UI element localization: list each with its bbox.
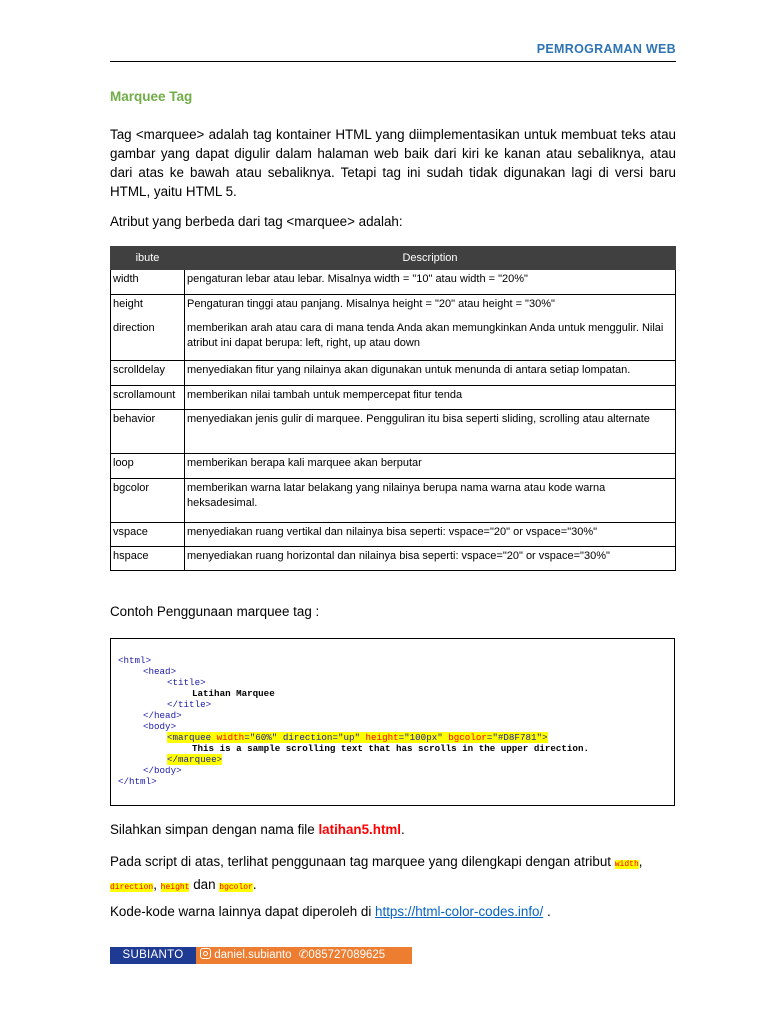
- code-html-open: <html>: [118, 655, 152, 666]
- color-codes-link[interactable]: https://html-color-codes.info/: [375, 904, 544, 919]
- table-row: [111, 270, 676, 295]
- code-head-open: <head>: [143, 666, 177, 677]
- kode-prefix: Kode-kode warna lainnya dapat diperoleh di: [110, 904, 376, 919]
- code-line: [167, 699, 211, 710]
- highlight-bgcolor: bgcolor: [219, 883, 253, 892]
- section-title: Marquee Tag: [110, 89, 193, 104]
- save-instruction: [110, 820, 676, 839]
- table-row: [111, 410, 676, 454]
- table-row: [111, 523, 676, 547]
- table-header-attribute: ibute: [111, 247, 185, 270]
- highlight-direction: direction: [110, 883, 154, 892]
- code-title-open: <title>: [167, 677, 206, 688]
- script-explanation: [110, 852, 676, 898]
- desc-cell: Pengaturan tinggi atau panjang. Misalnya height = "20" atau height = "30%": [185, 295, 676, 319]
- code-body-close: </body>: [143, 765, 182, 776]
- desc-cell: menyediakan fitur yang nilainya akan digunakan untuk menunda di antara setiap lompatan.: [185, 361, 676, 386]
- code-line: [192, 743, 589, 754]
- code-marquee-tag: <marquee: [167, 732, 212, 743]
- color-code-note: [110, 902, 676, 921]
- code-val-height: ="100px": [398, 732, 443, 743]
- save-suffix: .: [401, 822, 405, 837]
- save-filename: latihan5.html: [318, 822, 402, 837]
- code-title-text: Latihan Marquee: [192, 688, 275, 699]
- kode-suffix: .: [543, 904, 551, 919]
- desc-cell: pengaturan lebar atau lebar. Misalnya width = "10" atau width = "20%": [185, 270, 676, 295]
- attr-cell: width: [111, 270, 185, 295]
- code-attr-direction: direction: [282, 732, 333, 743]
- attr-cell: vspace: [111, 523, 185, 547]
- table-header-row: [111, 247, 676, 270]
- code-marquee-text: This is a sample scrolling text that has scrolls in the upper direction.: [192, 743, 589, 754]
- code-val-direction: ="up": [332, 732, 361, 743]
- code-line: [118, 776, 157, 787]
- code-val-width: ="60%": [244, 732, 278, 743]
- attr-cell: behavior: [111, 410, 185, 454]
- instagram-handle: daniel.subianto: [214, 949, 292, 961]
- table-row: [111, 386, 676, 410]
- desc-cell: memberikan warna latar belakang yang nilainya berupa nama warna atau kode warna heksadesimal.: [185, 479, 676, 523]
- author-name: SUBIANTO: [110, 947, 196, 964]
- intro-paragraph: Tag <marquee> adalah tag kontainer HTML yang diimplementasikan untuk membuat teks atau gambar yang dapat digulir dalam halaman web baik dari kiri ke kanan atau sebaliknya, atau dari atas ke bawah atau sebaliknya. Tetapi tag ini sudah tidak digunakan lagi di versi baru HTML, yaitu HTML 5.: [110, 127, 676, 199]
- code-example: [110, 638, 675, 806]
- code-line: [143, 765, 182, 776]
- code-line: [143, 721, 176, 732]
- attr-cell: bgcolor: [111, 479, 185, 523]
- code-attr-height: height: [365, 732, 399, 743]
- table-row: [111, 295, 676, 319]
- attr-cell: direction: [111, 319, 185, 361]
- code-title-close: </title>: [167, 699, 212, 710]
- desc-cell: menyediakan ruang vertikal dan nilainya bisa seperti: vspace="20" or vspace="30%": [185, 523, 676, 547]
- code-line: [167, 677, 206, 688]
- code-body-open: <body>: [143, 721, 177, 732]
- highlight-height: height: [160, 883, 190, 892]
- table-row: [111, 319, 676, 361]
- attribute-intro: Atribut yang berbeda dari tag <marquee> adalah:: [110, 214, 403, 229]
- desc-cell: menyediakan ruang horizontal dan nilainya bisa seperti: vspace="20" or vspace="30%": [185, 547, 676, 571]
- code-line: [118, 655, 151, 666]
- code-line: [192, 688, 275, 699]
- code-marquee-line: [167, 732, 548, 743]
- table-header-description: Description: [185, 247, 676, 270]
- code-head-close: </head>: [143, 710, 182, 721]
- instagram-icon: [200, 948, 211, 959]
- code-marquee-close: </marquee>: [167, 754, 223, 765]
- desc-cell: memberikan nilai tambah untuk mempercepat fitur tenda: [185, 386, 676, 410]
- highlight-width: width: [614, 860, 639, 869]
- script-prefix: Pada script di atas, terlihat penggunaan tag marquee yang dilengkapi dengan atribut: [110, 854, 615, 869]
- example-label: Contoh Penggunaan marquee tag :: [110, 604, 320, 619]
- code-attr-width: width: [216, 732, 245, 743]
- desc-cell: memberikan arah atau cara di mana tenda Anda akan memungkinkan Anda untuk menggulir. Nilai atribut ini dapat berupa: left, right, up atau down: [185, 319, 676, 361]
- table-row: [111, 547, 676, 571]
- table-row: [111, 479, 676, 523]
- code-line: [143, 710, 182, 721]
- attr-cell: height: [111, 295, 185, 319]
- code-val-bgcolor: ="#D8F781">: [486, 732, 548, 743]
- code-html-close: </html>: [118, 776, 157, 787]
- script-sep: ,: [153, 877, 161, 892]
- code-line: [167, 754, 222, 765]
- header-divider: [110, 61, 676, 62]
- page-header-title: PEMROGRAMAN WEB: [536, 42, 676, 56]
- table-row: [111, 454, 676, 479]
- attr-cell: scrolldelay: [111, 361, 185, 386]
- attr-cell: scrollamount: [111, 386, 185, 410]
- contact-info: [196, 947, 412, 964]
- footer-bar: [110, 947, 412, 964]
- attr-cell: loop: [111, 454, 185, 479]
- attr-cell: hspace: [111, 547, 185, 571]
- table-row: [111, 361, 676, 386]
- script-sep: dan: [189, 877, 220, 892]
- script-sep: ,: [638, 854, 643, 869]
- attribute-table: [110, 246, 676, 571]
- phone-number: 085727089625: [308, 949, 386, 961]
- desc-cell: memberikan berapa kali marquee akan berputar: [185, 454, 676, 479]
- save-prefix: Silahkan simpan dengan nama file: [110, 822, 319, 837]
- script-end: .: [252, 877, 257, 892]
- whatsapp-icon: ✆: [298, 949, 309, 961]
- code-attr-bgcolor: bgcolor: [448, 732, 487, 743]
- code-line: [143, 666, 176, 677]
- desc-cell: menyediakan jenis gulir di marquee. Pengguliran itu bisa seperti sliding, scrolling atau alternate: [185, 410, 676, 454]
